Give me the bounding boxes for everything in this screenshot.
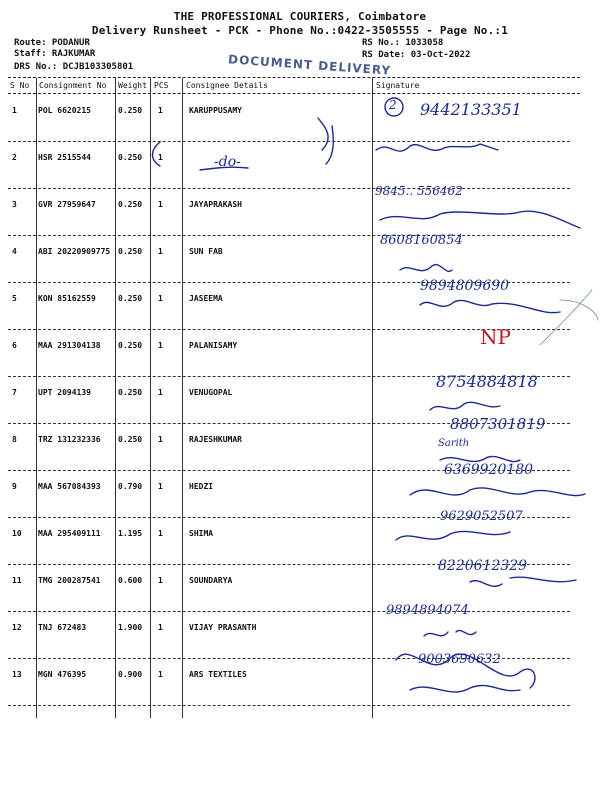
row-consignee: ARS TEXTILES <box>189 670 247 679</box>
row-sno: 9 <box>12 482 17 491</box>
row-pcs: 1 <box>158 106 163 115</box>
handwritten-phone: 8608160854 <box>380 233 463 248</box>
row-weight: 0.250 <box>118 247 143 256</box>
row-sno: 1 <box>12 106 17 115</box>
row-consignment-no: TNJ 672483 <box>38 623 87 632</box>
row-pcs: 1 <box>158 623 163 632</box>
handwritten-phone: 8220612329 <box>438 558 528 574</box>
handwritten-phone: 9442133351 <box>420 100 522 119</box>
col-header-sno: S No <box>10 81 30 90</box>
row-sno: 4 <box>12 247 17 256</box>
staff-label: Staff: RAJKUMAR <box>14 49 96 59</box>
ink-signature-row2 <box>376 144 498 151</box>
handwritten-phone: 9894894074 <box>386 603 469 618</box>
row-consignee: SHIMA <box>189 529 214 538</box>
row-consignee: RAJESHKUMAR <box>189 435 242 444</box>
row-consignment-no: KON 85162559 <box>38 294 96 303</box>
row-consignment-no: TRZ 131232336 <box>38 435 101 444</box>
row-weight: 0.250 <box>118 106 143 115</box>
row-consignee: JASEEMA <box>189 294 223 303</box>
row-pcs: 1 <box>158 670 163 679</box>
row-pcs: 1 <box>158 435 163 444</box>
row-consignment-no: ABI 20220909775 <box>38 247 111 256</box>
ink-bracket-stroke <box>318 118 333 164</box>
row-consignee: VENUGOPAL <box>189 388 233 397</box>
ink-signature-row8 <box>440 456 520 461</box>
row-sno: 12 <box>12 623 22 632</box>
handwritten-phone: 6369920180 <box>444 462 534 478</box>
row-pcs: 1 <box>158 576 163 585</box>
ink-signature-row4 <box>400 265 452 272</box>
col-header-pcs: PCS <box>154 81 169 90</box>
row-consignment-no: MGN 476395 <box>38 670 87 679</box>
handwritten-phone: NP <box>480 325 511 349</box>
row-pcs: 1 <box>158 482 163 491</box>
handwritten-phone: 8807301819 <box>450 415 546 433</box>
row-consignment-no: UPT 2094139 <box>38 388 91 397</box>
row-sno: 13 <box>12 670 22 679</box>
row-weight: 0.250 <box>118 153 143 162</box>
row-consignee: PALANISAMY <box>189 341 238 350</box>
runsheet-title: Delivery Runsheet - PCK - Phone No.:0422-3505555 - Page No.:1 <box>91 24 509 37</box>
row-pcs: 1 <box>158 153 163 162</box>
row-sno: 10 <box>12 529 22 538</box>
row-pcs: 1 <box>158 388 163 397</box>
ink-light-stroke-b <box>560 300 598 320</box>
row-consignment-no: MAA 567084393 <box>38 482 101 491</box>
ink-light-stroke <box>540 290 592 345</box>
row-weight: 0.600 <box>118 576 143 585</box>
row-weight: 0.250 <box>118 200 143 209</box>
row-weight: 0.900 <box>118 670 143 679</box>
row-pcs: 1 <box>158 294 163 303</box>
row-pcs: 1 <box>158 529 163 538</box>
row-consignee: KARUPPUSAMY <box>189 106 242 115</box>
row-sno: 5 <box>12 294 17 303</box>
row-weight: 1.900 <box>118 623 143 632</box>
col-header-weight: Weight <box>118 81 147 90</box>
row-pcs: 1 <box>158 341 163 350</box>
row-weight: 1.195 <box>118 529 143 538</box>
rs-number: RS No.: 1033058 <box>362 38 444 48</box>
row-pcs: 1 <box>158 200 163 209</box>
row-consignment-no: HSR 2515544 <box>38 153 91 162</box>
ink-signature-row10 <box>396 531 510 540</box>
row-consignee: SUN FAB <box>189 247 223 256</box>
row-sno: 11 <box>12 576 22 585</box>
ink-left-bracket <box>153 142 161 166</box>
row-pcs: 1 <box>158 247 163 256</box>
row-sno: 6 <box>12 341 17 350</box>
handwritten-phone: 9003690632 <box>418 652 501 667</box>
row-sno: 2 <box>12 153 17 162</box>
col-header-consignee: Consignee Details <box>186 81 268 90</box>
row-consignee: VIJAY PRASANTH <box>189 623 257 632</box>
row-consignee: JAYAPRAKASH <box>189 200 242 209</box>
row-consignment-no: TMG 200287541 <box>38 576 101 585</box>
ink-signature-row7 <box>430 402 500 410</box>
ink-signature-row9 <box>410 488 585 496</box>
row-weight: 0.250 <box>118 294 143 303</box>
row-consignment-no: MAA 291304138 <box>38 341 101 350</box>
handwritten-phone: 9894809690 <box>420 278 510 294</box>
row-consignment-no: GVR 27959647 <box>38 200 96 209</box>
row-sno: 7 <box>12 388 17 397</box>
ink-signature-row11 <box>470 577 576 586</box>
handwritten-phone: 9629052507 <box>440 509 523 524</box>
document-delivery-stamp: DOCUMENT DELIVERY <box>227 52 392 78</box>
row-weight: 0.790 <box>118 482 143 491</box>
company-title: THE PROFESSIONAL COURIERS, Coimbatore <box>173 10 427 23</box>
ink-signature-row12 <box>424 630 476 636</box>
col-header-signature: Signature <box>376 81 420 90</box>
ink-signature-row13-b <box>410 685 520 691</box>
handwritten-phone: 8754884818 <box>436 372 538 391</box>
ink-name-note: Sarith <box>438 438 470 449</box>
row-sno: 8 <box>12 435 17 444</box>
handwritten-phone: 9845.. 556462 <box>375 184 463 198</box>
row-consignment-no: POL 6620215 <box>38 106 91 115</box>
row-consignee: HEDZI <box>189 482 214 491</box>
ink-signature-row13 <box>396 654 535 688</box>
row-weight: 0.250 <box>118 341 143 350</box>
row-consignee: SOUNDARYA <box>189 576 233 585</box>
ink-scribble-row3 <box>380 211 580 228</box>
ink-ditto-mark: -do- <box>214 154 241 170</box>
row-weight: 0.250 <box>118 435 143 444</box>
ink-signature-row5 <box>420 300 560 312</box>
route-label: Route: PODANUR <box>14 38 90 48</box>
drs-number: DRS No.: DCJB103305801 <box>14 62 134 72</box>
col-header-consignment: Consignment No <box>39 81 107 90</box>
row-consignment-no: MAA 295409111 <box>38 529 101 538</box>
row-sno: 3 <box>12 200 17 209</box>
row-weight: 0.250 <box>118 388 143 397</box>
rs-date: RS Date: 03-Oct-2022 <box>362 50 471 60</box>
ink-circled-number: 2 <box>389 98 397 112</box>
